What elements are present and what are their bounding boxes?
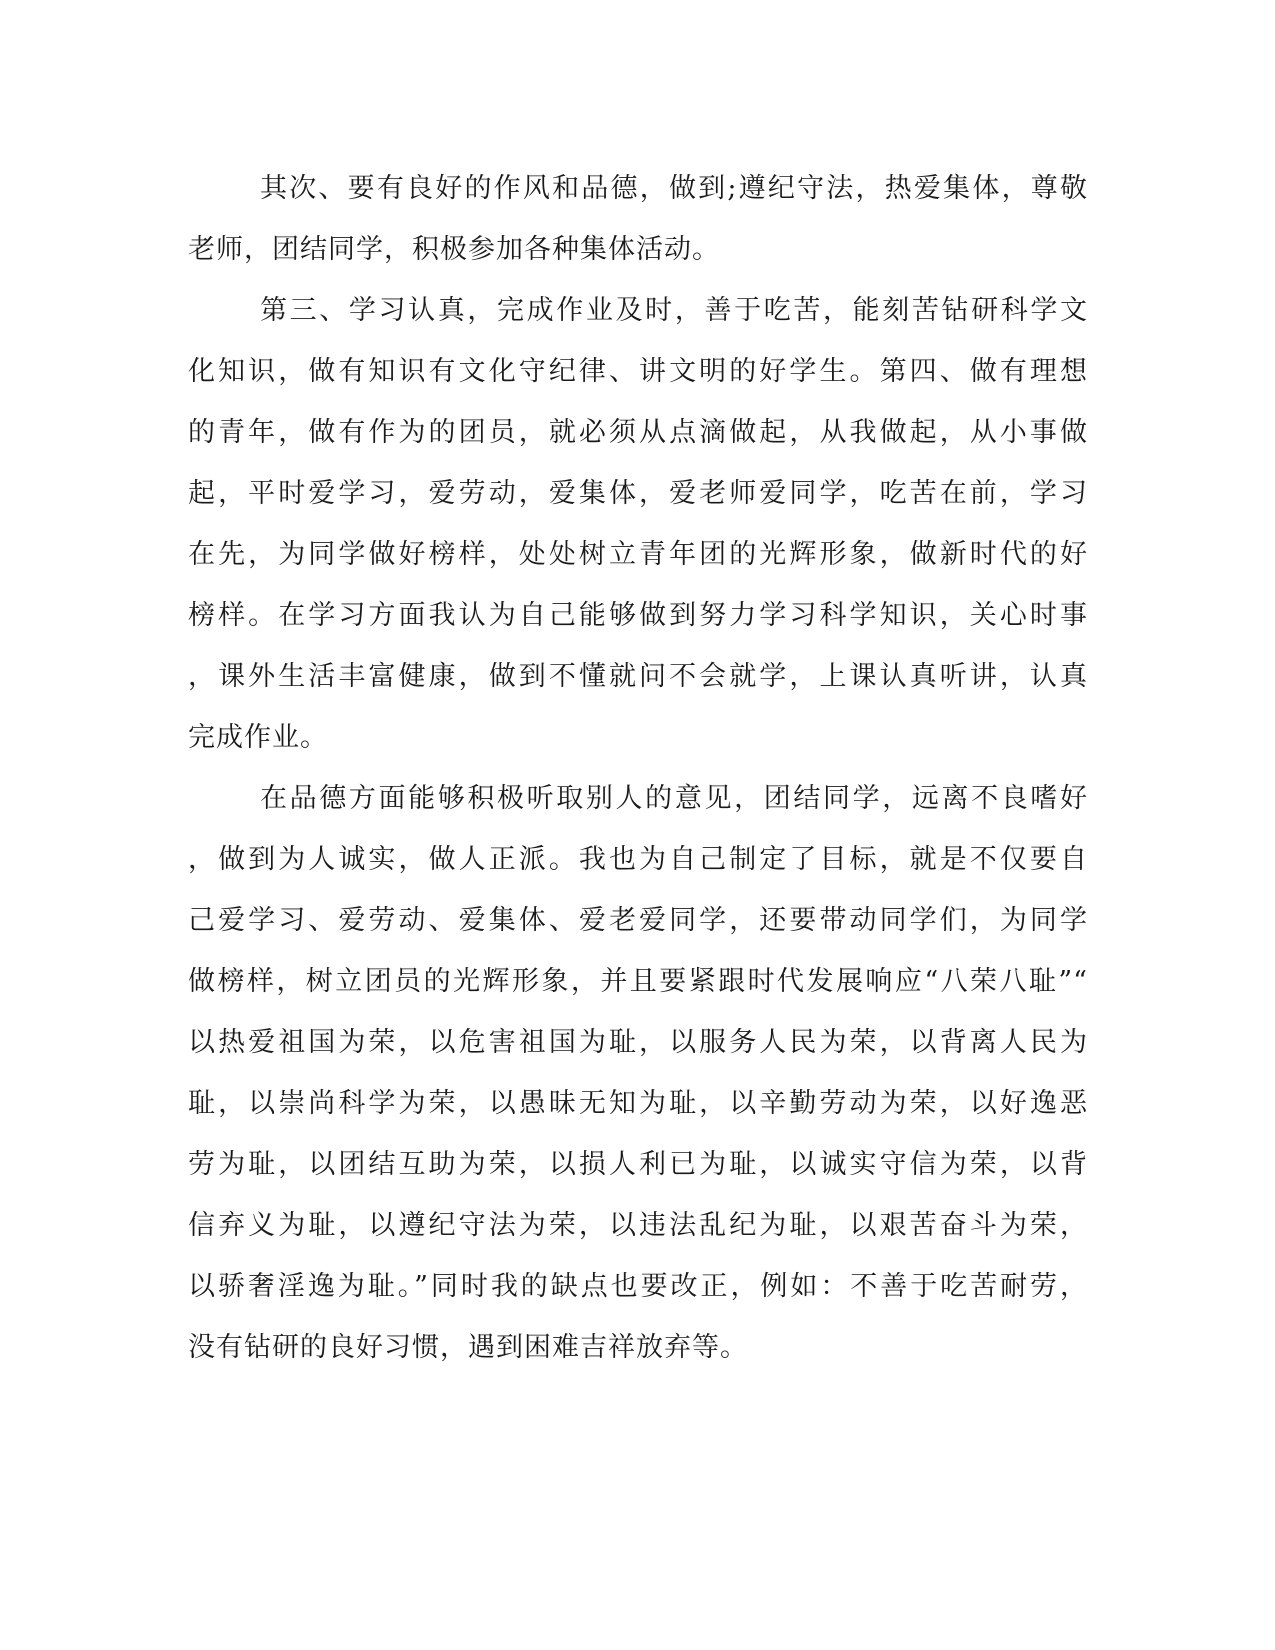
paragraph-line: 以热爱祖国为荣，以危害祖国为耻，以服务人民为荣，以背离人民为: [188, 1027, 1088, 1058]
paragraph-line: 在品德方面能够积极听取别人的意见，团结同学，远离不良嗜好: [260, 783, 1088, 814]
body-text: [188, 158, 1088, 1378]
paragraph-line: 在先，为同学做好榜样，处处树立青年团的光辉形象，做新时代的好: [188, 539, 1088, 570]
paragraph-line: 老师，团结同学，积极参加各种集体活动。: [188, 234, 720, 265]
paragraph-line: 耻，以崇尚科学为荣，以愚昧无知为耻，以辛勤劳动为荣，以好逸恶: [188, 1088, 1088, 1119]
paragraph-line: 化知识，做有知识有文化守纪律、讲文明的好学生。第四、做有理想: [188, 356, 1088, 387]
paragraph-line: 起，平时爱学习，爱劳动，爱集体，爱老师爱同学，吃苦在前，学习: [188, 478, 1088, 509]
paragraph-line: 其次、要有良好的作风和品德，做到;遵纪守法，热爱集体，尊敬: [260, 173, 1088, 204]
paragraph-line: 以骄奢淫逸为耻。”同时我的缺点也要改正，例如：不善于吃苦耐劳，: [188, 1271, 1088, 1302]
paragraph-line: 信弃义为耻，以遵纪守法为荣，以违法乱纪为耻，以艰苦奋斗为荣，: [188, 1210, 1088, 1241]
paragraph-line: 己爱学习、爱劳动、爱集体、爱老爱同学，还要带动同学们，为同学: [188, 905, 1088, 936]
paragraph-line: 没有钻研的良好习惯，遇到困难吉祥放弃等。: [188, 1332, 748, 1363]
paragraph-line: 的青年，做有作为的团员，就必须从点滴做起，从我做起，从小事做: [188, 417, 1088, 448]
paragraph-line: 做榜样，树立团员的光辉形象，并且要紧跟时代发展响应“八荣八耻”“: [188, 966, 1088, 997]
paragraph-line: 劳为耻，以团结互助为荣，以损人利已为耻，以诚实守信为荣，以背: [188, 1149, 1088, 1180]
paragraph-line: 第三、学习认真，完成作业及时，善于吃苦，能刻苦钻研科学文: [260, 295, 1088, 326]
paragraph-line: ，做到为人诚实，做人正派。我也为自己制定了目标，就是不仅要自: [188, 844, 1088, 875]
paragraph-line: 榜样。在学习方面我认为自己能够做到努力学习科学知识，关心时事: [188, 600, 1088, 631]
paragraph-line: 完成作业。: [188, 722, 328, 753]
paragraph-line: ，课外生活丰富健康，做到不懂就问不会就学，上课认真听讲，认真: [188, 661, 1088, 692]
